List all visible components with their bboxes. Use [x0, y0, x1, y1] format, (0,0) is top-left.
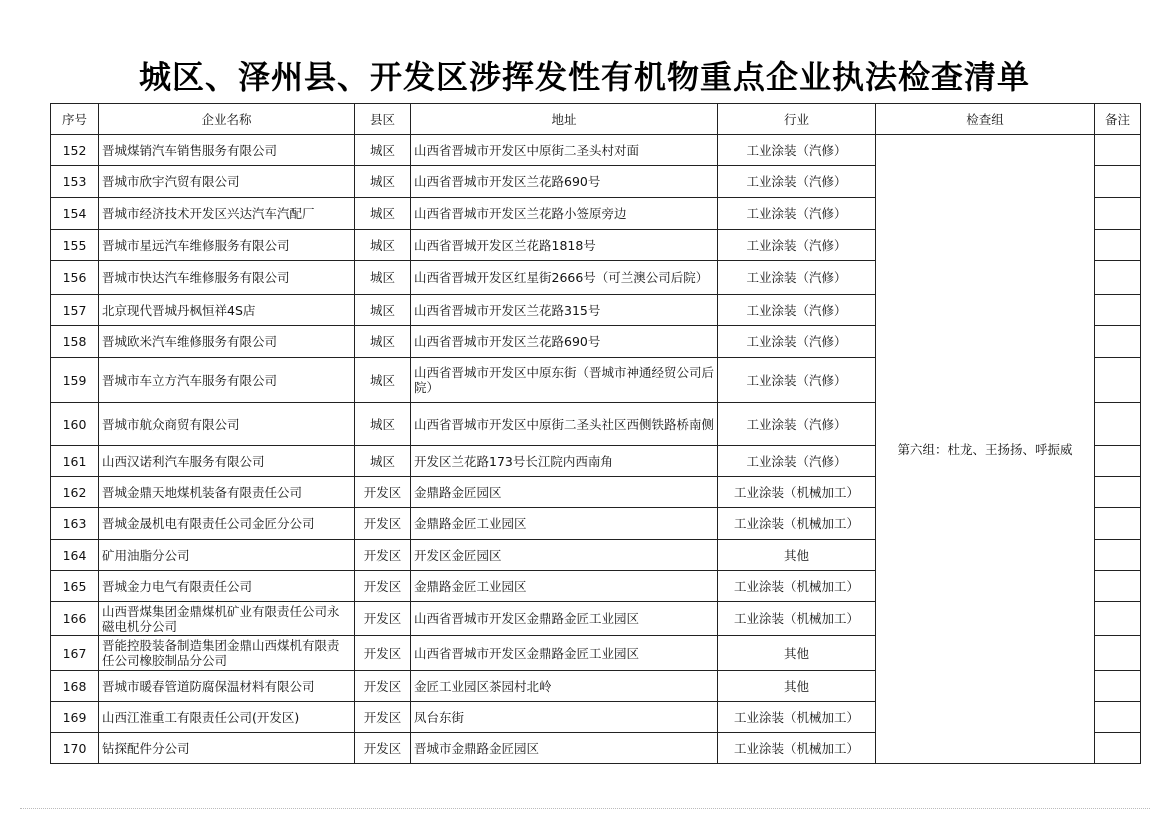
- cell-seq: 159: [51, 358, 99, 403]
- cell-remark: [1095, 602, 1141, 636]
- cell-district: 开发区: [355, 702, 411, 733]
- cell-address: 金鼎路金匠工业园区: [411, 508, 718, 540]
- cell-district: 开发区: [355, 571, 411, 602]
- cell-district: 城区: [355, 261, 411, 295]
- cell-seq: 158: [51, 326, 99, 358]
- cell-remark: [1095, 261, 1141, 295]
- cell-industry: 工业涂装（汽修）: [718, 261, 876, 295]
- cell-industry: 工业涂装（汽修）: [718, 326, 876, 358]
- cell-remark: [1095, 636, 1141, 671]
- document-title: 城区、泽州县、开发区涉挥发性有机物重点企业执法检查清单: [138, 58, 1030, 96]
- cell-district: 开发区: [355, 540, 411, 571]
- cell-remark: [1095, 571, 1141, 602]
- cell-company-name: 山西汉诺利汽车服务有限公司: [99, 446, 355, 477]
- cell-remark: [1095, 230, 1141, 261]
- cell-address: 晋城市金鼎路金匠园区: [411, 733, 718, 764]
- cell-address: 凤台东街: [411, 702, 718, 733]
- table-row: [51, 135, 1141, 166]
- cell-district: 城区: [355, 326, 411, 358]
- header-remark: 备注: [1095, 104, 1141, 135]
- cell-industry: 工业涂装（机械加工）: [718, 477, 876, 508]
- cell-company-name: 晋城市欣宇汽贸有限公司: [99, 166, 355, 198]
- cell-district: 开发区: [355, 671, 411, 702]
- header-district: 县区: [355, 104, 411, 135]
- cell-company-name: 北京现代晋城丹枫恒祥4S店: [99, 295, 355, 326]
- cell-address: 山西省晋城市开发区中原街二圣头社区西侧铁路桥南侧: [411, 403, 718, 446]
- cell-district: 城区: [355, 166, 411, 198]
- cell-address: 山西省晋城市开发区兰花路315号: [411, 295, 718, 326]
- cell-seq: 152: [51, 135, 99, 166]
- cell-inspection-group: 第六组：杜龙、王扬扬、呼振威: [876, 135, 1095, 764]
- header-seq: 序号: [51, 104, 99, 135]
- cell-industry: 工业涂装（汽修）: [718, 446, 876, 477]
- cell-district: 城区: [355, 358, 411, 403]
- cell-district: 城区: [355, 198, 411, 230]
- cell-seq: 170: [51, 733, 99, 764]
- cell-seq: 155: [51, 230, 99, 261]
- cell-remark: [1095, 671, 1141, 702]
- cell-address: 山西省晋城开发区红星街2666号（可兰澳公司后院）: [411, 261, 718, 295]
- cell-address: 山西省晋城市开发区中原东街（晋城市神通经贸公司后院）: [411, 358, 718, 403]
- cell-industry: 其他: [718, 540, 876, 571]
- cell-company-name: 晋能控股装备制造集团金鼎山西煤机有限责任公司橡胶制品分公司: [99, 636, 355, 671]
- cell-district: 城区: [355, 135, 411, 166]
- cell-industry: 工业涂装（机械加工）: [718, 571, 876, 602]
- cell-company-name: 晋城金力电气有限责任公司: [99, 571, 355, 602]
- cell-district: 开发区: [355, 733, 411, 764]
- inspection-table: [50, 103, 1141, 764]
- cell-industry: 工业涂装（汽修）: [718, 166, 876, 198]
- cell-company-name: 山西晋煤集团金鼎煤机矿业有限责任公司永磁电机分公司: [99, 602, 355, 636]
- cell-address: 山西省晋城开发区兰花路1818号: [411, 230, 718, 261]
- cell-remark: [1095, 326, 1141, 358]
- cell-address: 金匠工业园区茶园村北岭: [411, 671, 718, 702]
- cell-district: 城区: [355, 230, 411, 261]
- cell-district: 城区: [355, 295, 411, 326]
- cell-company-name: 晋城市快达汽车维修服务有限公司: [99, 261, 355, 295]
- cell-seq: 164: [51, 540, 99, 571]
- cell-company-name: 晋城欧米汽车维修服务有限公司: [99, 326, 355, 358]
- cell-district: 开发区: [355, 636, 411, 671]
- cell-address: 开发区兰花路173号长江院内西南角: [411, 446, 718, 477]
- cell-seq: 154: [51, 198, 99, 230]
- cell-seq: 162: [51, 477, 99, 508]
- cell-seq: 167: [51, 636, 99, 671]
- cell-remark: [1095, 508, 1141, 540]
- cell-seq: 165: [51, 571, 99, 602]
- cell-seq: 157: [51, 295, 99, 326]
- cell-industry: 其他: [718, 671, 876, 702]
- cell-address: 开发区金匠园区: [411, 540, 718, 571]
- cell-industry: 工业涂装（汽修）: [718, 358, 876, 403]
- cell-district: 开发区: [355, 508, 411, 540]
- header-industry: 行业: [718, 104, 876, 135]
- header-group: 检查组: [876, 104, 1095, 135]
- cell-seq: 163: [51, 508, 99, 540]
- cell-address: 金鼎路金匠园区: [411, 477, 718, 508]
- cell-remark: [1095, 446, 1141, 477]
- table-body: [51, 135, 1141, 764]
- table-header-row: [51, 104, 1141, 135]
- cell-company-name: 钻探配件分公司: [99, 733, 355, 764]
- cell-seq: 153: [51, 166, 99, 198]
- cell-remark: [1095, 135, 1141, 166]
- cell-industry: 工业涂装（汽修）: [718, 230, 876, 261]
- cell-company-name: 晋城金晟机电有限责任公司金匠分公司: [99, 508, 355, 540]
- cell-remark: [1095, 358, 1141, 403]
- cell-address: 山西省晋城市开发区中原街二圣头村对面: [411, 135, 718, 166]
- cell-seq: 169: [51, 702, 99, 733]
- cell-seq: 161: [51, 446, 99, 477]
- cell-industry: 工业涂装（汽修）: [718, 403, 876, 446]
- cell-address: 山西省晋城市开发区兰花路小签原旁边: [411, 198, 718, 230]
- cell-company-name: 晋城市暖春管道防腐保温材料有限公司: [99, 671, 355, 702]
- cell-address: 金鼎路金匠工业园区: [411, 571, 718, 602]
- scan-edge-line: [20, 808, 1150, 811]
- cell-district: 城区: [355, 446, 411, 477]
- cell-company-name: 晋城市经济技术开发区兴达汽车汽配厂: [99, 198, 355, 230]
- cell-industry: 工业涂装（机械加工）: [718, 733, 876, 764]
- cell-industry: 工业涂装（机械加工）: [718, 602, 876, 636]
- cell-industry: 工业涂装（机械加工）: [718, 508, 876, 540]
- header-address: 地址: [411, 104, 718, 135]
- cell-address: 山西省晋城市开发区兰花路690号: [411, 326, 718, 358]
- cell-district: 开发区: [355, 477, 411, 508]
- cell-company-name: 晋城市车立方汽车服务有限公司: [99, 358, 355, 403]
- cell-industry: 工业涂装（汽修）: [718, 198, 876, 230]
- cell-remark: [1095, 166, 1141, 198]
- cell-seq: 166: [51, 602, 99, 636]
- cell-company-name: 山西江淮重工有限责任公司(开发区): [99, 702, 355, 733]
- cell-remark: [1095, 733, 1141, 764]
- cell-industry: 工业涂装（汽修）: [718, 135, 876, 166]
- cell-company-name: 晋城金鼎天地煤机装备有限责任公司: [99, 477, 355, 508]
- cell-industry: 其他: [718, 636, 876, 671]
- cell-company-name: 晋城市航众商贸有限公司: [99, 403, 355, 446]
- cell-remark: [1095, 540, 1141, 571]
- header-name: 企业名称: [99, 104, 355, 135]
- cell-remark: [1095, 198, 1141, 230]
- cell-company-name: 矿用油脂分公司: [99, 540, 355, 571]
- cell-remark: [1095, 702, 1141, 733]
- cell-seq: 160: [51, 403, 99, 446]
- cell-address: 山西省晋城市开发区兰花路690号: [411, 166, 718, 198]
- cell-address: 山西省晋城市开发区金鼎路金匠工业园区: [411, 636, 718, 671]
- cell-seq: 156: [51, 261, 99, 295]
- cell-address: 山西省晋城市开发区金鼎路金匠工业园区: [411, 602, 718, 636]
- cell-remark: [1095, 403, 1141, 446]
- cell-company-name: 晋城煤销汽车销售服务有限公司: [99, 135, 355, 166]
- cell-remark: [1095, 477, 1141, 508]
- cell-district: 开发区: [355, 602, 411, 636]
- cell-seq: 168: [51, 671, 99, 702]
- cell-company-name: 晋城市星远汽车维修服务有限公司: [99, 230, 355, 261]
- cell-industry: 工业涂装（汽修）: [718, 295, 876, 326]
- cell-industry: 工业涂装（机械加工）: [718, 702, 876, 733]
- cell-district: 城区: [355, 403, 411, 446]
- cell-remark: [1095, 295, 1141, 326]
